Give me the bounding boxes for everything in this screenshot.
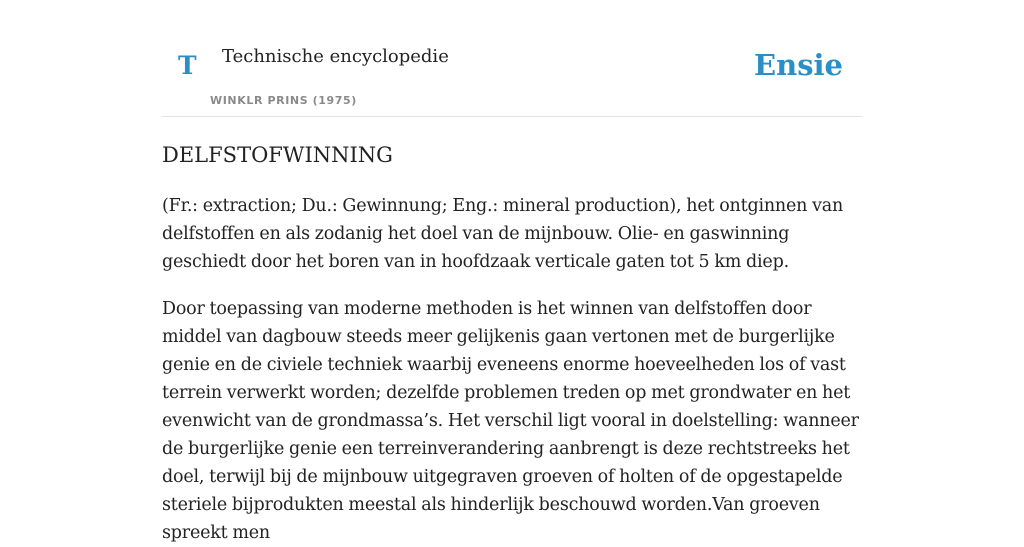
article <box>162 140 862 547</box>
book-logo-icon[interactable]: T <box>178 51 197 80</box>
book-title-link[interactable]: Technische encyclopedie <box>222 46 449 67</box>
book-source-label: WINKLR PRINS (1975) <box>210 94 357 107</box>
book-header <box>162 0 862 117</box>
article-title: DELFSTOFWINNING <box>162 143 393 167</box>
article-paragraph: (Fr.: extraction; Du.: Gewinnung; Eng.: mineral production), het ontginnen van delfstoffen en als zodanig het doel van de mijnbouw. Olie- en gaswinning geschiedt door het boren van in hoofdzaak verticale gaten tot 5 km diep. <box>162 196 844 272</box>
article-paragraph: Door toepassing van moderne methoden is het winnen van delfstoffen door middel van dagbouw steeds meer gelijkenis gaan vertonen met de burgerlijke genie en de civiele techniek waarbij eveneens enorme hoeveelheden los of vast terrein verwerkt worden; dezelfde problemen treden op met grondwater en het evenwicht van de grondmassa’s. Het verschil ligt vooral in doelstelling: wanneer de burgerlijke genie een terreinverandering aanbrengt is deze rechtstreeks het doel, terwijl bij de mijnbouw uitgegraven groeven of holten of de opgestapelde steriele bijprodukten meestal als hinderlijk beschouwd worden.Van groeven spreekt men <box>162 299 859 543</box>
brand-logo-link[interactable]: Ensie <box>754 48 843 82</box>
